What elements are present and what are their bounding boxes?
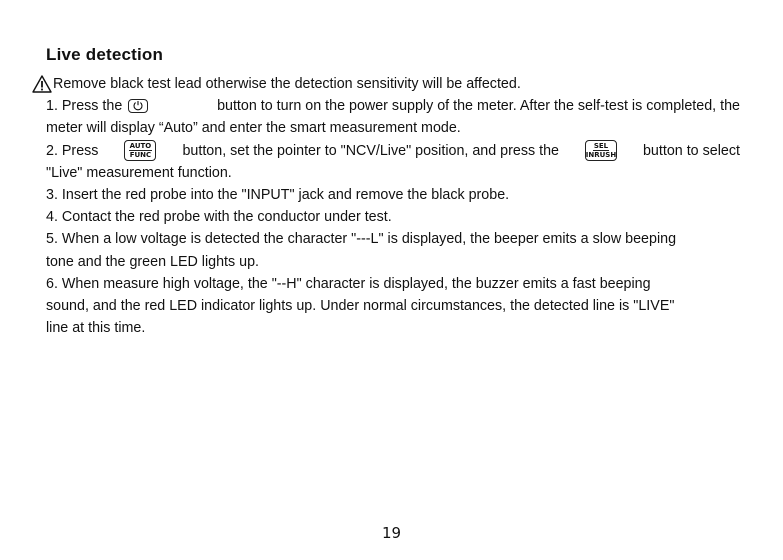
- step-5-line-1: [46, 228, 740, 250]
- power-button-key: [128, 99, 148, 113]
- step-1-line-1: [46, 95, 740, 117]
- page-number: 19: [381, 524, 402, 542]
- sel-key-top-label: SEL: [593, 142, 609, 151]
- step-6-text-b: sound, and the red LED indicator lights up. Under normal circumstances, the detected line is "LIVE": [46, 297, 675, 314]
- auto-key-bottom-label: FUNC: [129, 151, 152, 160]
- step-5-text-a: 5. When a low voltage is detected the character "---L" is displayed, the beeper emits a slow beeping: [46, 231, 677, 248]
- power-icon: [132, 100, 144, 111]
- sel-key-bottom-label: INRUSH: [585, 151, 617, 160]
- step-6-line-2: [46, 295, 740, 317]
- step-2-text-a: 2. Press: [46, 142, 99, 159]
- step-2-text-c: button to select: [642, 142, 740, 159]
- auto-func-key: [124, 140, 156, 161]
- step-6-line-1: [46, 273, 740, 295]
- step-6-text-a: 6. When measure high voltage, the "--H" character is displayed, the buzzer emits a fast beeping: [46, 275, 651, 292]
- step-1-text-b: button to turn on the power supply of the meter. After the self-test is completed, the: [217, 98, 740, 115]
- step-5-line-2: tone and the green LED lights up.: [46, 253, 260, 270]
- section-heading: Live detection: [46, 45, 164, 64]
- step-2-line-1: [46, 140, 740, 162]
- section-content: [46, 73, 740, 339]
- auto-key-top-label: AUTO: [129, 142, 152, 151]
- step-1-text-a: 1. Press the: [46, 98, 123, 115]
- step-2-line-2: "Live" measurement function.: [46, 164, 232, 181]
- warning-triangle-icon: [32, 75, 52, 93]
- sel-inrush-key: [585, 140, 617, 161]
- step-2-text-b: button, set the pointer to "NCV/Live" position, and press the: [182, 142, 559, 159]
- step-3-line: 3. Insert the red probe into the "INPUT" jack and remove the black probe.: [46, 186, 510, 203]
- step-6-line-3: line at this time.: [46, 320, 146, 337]
- warning-text: Remove black test lead otherwise the detection sensitivity will be affected.: [53, 76, 521, 92]
- warning-line: [32, 73, 726, 95]
- step-4-line: 4. Contact the red probe with the conductor under test.: [46, 209, 392, 226]
- step-1-line-2: meter will display “Auto” and enter the smart measurement mode.: [46, 120, 461, 137]
